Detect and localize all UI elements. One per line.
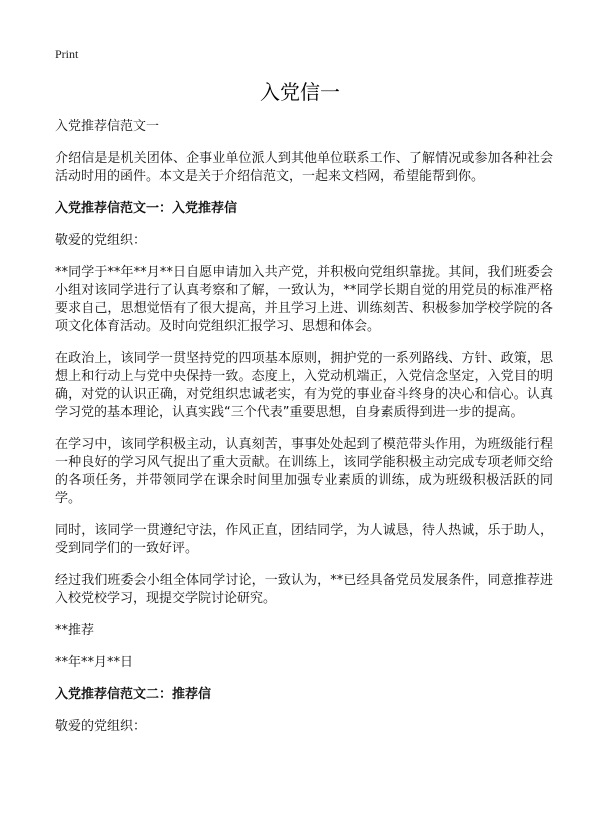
section1-salutation: 敬爱的党组织： — [55, 233, 147, 248]
intro-label: 入党推荐信范文一 — [55, 119, 160, 134]
section1-paragraph-2: 在政治上，该同学一贯坚持党的四项基本原则，拥护党的一系列路线、方针、政策，思想上和行动上与党中央保持一致。态度上，入党动机端正，入党信念坚定，入党目的明确，对党的认识正确，对党组织忠诚老实，有为党的事业奋斗终身的决心和信心。认真学习党的基本理论，认真实践“三个代表”重要思想，自身素质得到进一步的提高。 — [55, 351, 553, 420]
section1-heading: 入党推荐信范文一：入党推荐信 — [55, 201, 238, 216]
section2-heading: 入党推荐信范文二：推荐信 — [55, 687, 212, 702]
section1-date: **年**月**日 — [55, 655, 134, 670]
section1-paragraph-3: 在学习中，该同学积极主动，认真刻苦，事事处处起到了模范带头作用，为班级能行程一种良好的学习风气捉出了重大贡献。在训练上，该同学能积极主动完成专项老师交给的各项任务，并带领同学在课余时间里加强专业素质的训练，成为班级积极活跃的同学。 — [55, 437, 553, 506]
section1-paragraph-5: 经过我们班委会小组全体同学讨论，一致认为，**已经具备党员发展条件，同意推荐进入校党校学习，现提交学院讨论研究。 — [55, 573, 553, 606]
document-body — [55, 118, 553, 750]
intro-paragraph: 介绍信是是机关团体、企事业单位派人到其他单位联系工作、了解情况或参加各种社会活动时用的函件。本文是关于介绍信范文，一起来文档网，希望能帮到你。 — [55, 151, 553, 184]
print-link[interactable]: Print — [55, 47, 79, 61]
section2-salutation: 敬爱的党组织： — [55, 719, 147, 734]
section1-recommender: **推荐 — [55, 623, 95, 638]
section1-paragraph-1: **同学于**年**月**日自愿申请加入共产党，并积极向党组织靠拢。其间，我们班委会小组对该同学进行了认真考察和了解，一致认为，**同学长期自觉的用党员的标准严格要求自己，思想觉悟有了很大提高，并且学习上进、训练刻苦、积极参加学校学院的各项文化体育活动。及时向党组织汇报学习、思想和体会。 — [55, 265, 553, 334]
section1-paragraph-4: 同时，该同学一贯遵纪守法，作风正直，团结同学，为人诚恳，待人热诚，乐于助人，受到同学们的一致好评。 — [55, 523, 553, 556]
document-title: 入党信一 — [260, 80, 340, 104]
